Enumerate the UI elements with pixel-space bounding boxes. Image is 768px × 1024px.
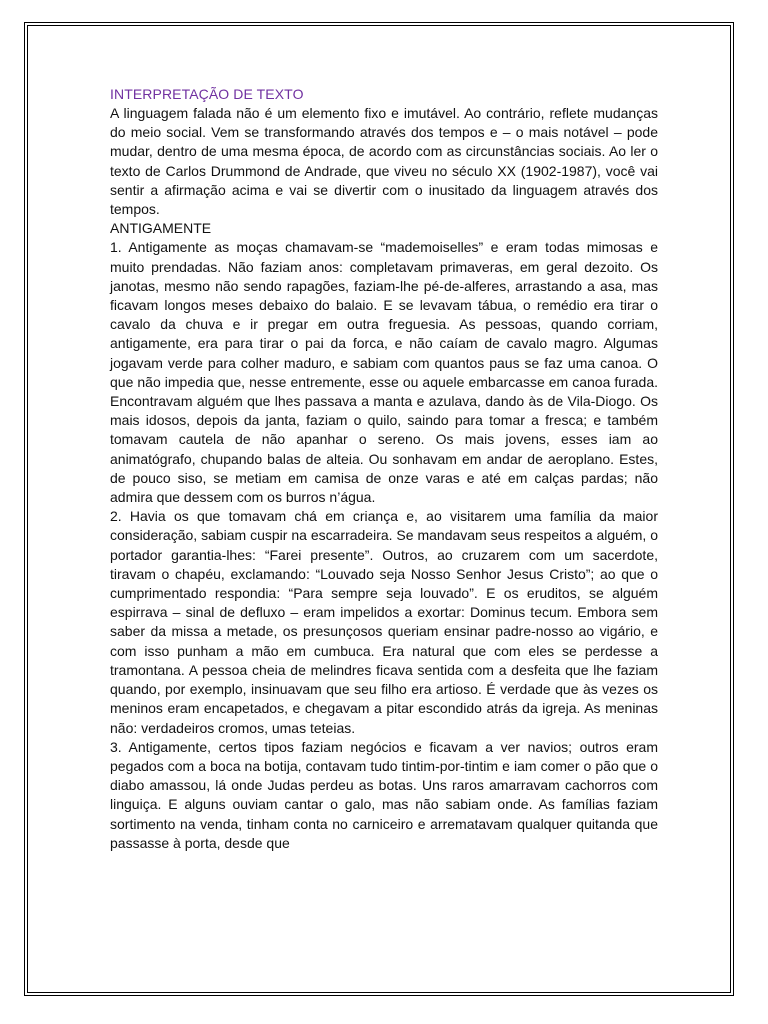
intro-paragraph: A linguagem falada não é um elemento fixo e imutável. Ao contrário, reflete mudanças do meio social. Vem se transformando através dos tempos e – o mais notável – pode mudar, dentro de uma mesma época, de acordo com as circunstâncias sociais. Ao ler o texto de Carlos Drummond de Andrade, que viveu no século XX (1902-1987), você vai sentir a afirmação acima e vai se divertir com o inusitado da linguagem através dos tempos. xyxy=(110,105,658,218)
paragraph-3: 3. Antigamente, certos tipos faziam negócios e ficavam a ver navios; outros eram pegados com a boca na botija, contavam tudo tintim-por-tintim e iam comer o pão que o diabo amassou, lá onde Judas perdeu as botas. Uns raros amarravam cachorros com linguiça. E alguns ouviam cantar o galo, mas não sabiam onde. As famílias faziam sortimento na venda, tinham conta no carniceiro e arrematavam qualquer quitanda que passasse à porta, desde que xyxy=(110,738,658,851)
section-heading: ANTIGAMENTE xyxy=(110,220,212,237)
document-body xyxy=(110,84,658,853)
paragraph-2: 2. Havia os que tomavam chá em criança e, ao visitarem uma família da maior consideração, sabiam cuspir na escarradeira. Se mandavam seus respeitos a alguém, o portador garantia-lhes: “Farei presente”. Outros, ao cruzarem com um sacerdote, tiravam o chapéu, exclamando: “Louvado seja Nosso Senhor Jesus Cristo”; ao que o cumprimentado respondia: “Para sempre seja louvado”. E os eruditos, se alguém espirrava – sinal de defluxo – eram impelidos a exortar: Dominus tecum. Embora sem saber da missa a metade, os presunçosos queriam ensinar padre-nosso ao vigário, e com isso punham a mão em cumbuca. Era natural que com eles se perdesse a tramontana. A pessoa cheia de melindres ficava sentida com a desfeita que lhe faziam quando, por exemplo, insinuavam que seu filho era artioso. É verdade que às vezes os meninos eram encapetados, e chegavam a pitar escondido atrás da igreja. As meninas não: verdadeiros cromos, umas teteias. xyxy=(110,508,658,736)
paragraph-1: 1. Antigamente as moças chamavam-se “mademoiselles” e eram todas mimosas e muito prendadas. Não faziam anos: completavam primaveras, em geral dezoito. Os janotas, mesmo não sendo rapagões, faziam-lhe pé-de-alferes, arrastando a asa, mas ficavam longos meses debaixo do balaio. E se levavam tábua, o remédio era tirar o cavalo da chuva e ir pregar em outra freguesia. As pessoas, quando corriam, antigamente, era para tirar o pai da forca, e não caíam de cavalo magro. Algumas jogavam verde para colher maduro, e sabiam com quantos paus se faz uma canoa. O que não impedia que, nesse entremente, esse ou aquele embarcasse em canoa furada. Encontravam alguém que lhes passava a manta e azulava, dando às de Vila-Diogo. Os mais idosos, depois da janta, faziam o quilo, saindo para tomar a fresca; e também tomavam cautela de não apanhar o sereno. Os mais jovens, esses iam ao animatógrafo, chupando balas de alteia. Ou sonhavam em andar de aeroplano. Estes, de pouco siso, se metiam em camisa de onze varas e até em calças pardas; não admira que dessem com os burros n’água. xyxy=(110,239,658,506)
document-title: INTERPRETAÇÃO DE TEXTO xyxy=(110,86,304,102)
